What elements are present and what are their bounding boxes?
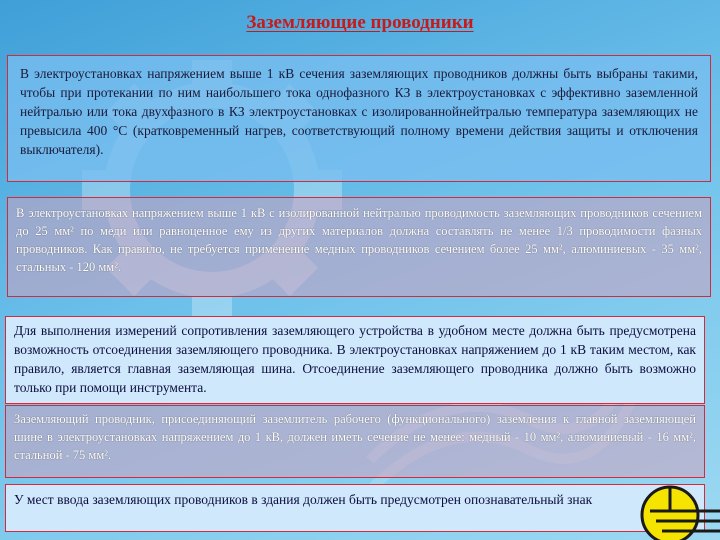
text-block-identification-sign: У мест ввода заземляющих проводников в здания должен быть предусмотрен опознавательный знак — [5, 484, 705, 532]
slide-title: Заземляющие проводники — [246, 12, 474, 33]
text-block-measurement: Для выполнения измерений сопротивления заземляющего устройства в удобном месте должна быть предусмотрена возможность отсоединения заземляющего проводника. В электроустановках напряжением до 1 кВ таким местом, как правило, является главная заземляющая шина. Отсоединение заземляющего проводника должно быть возможно только при помощи инструмента. — [5, 316, 705, 404]
text-block-high-voltage: В электроустановках напряжением выше 1 кВ сечения заземляющих проводников должны быть выбраны такими, чтобы при протекании по ним наибольшего тока однофазного КЗ в электроустановках с эффективно заземленной нейтралью или тока двухфазного в КЗ электроустановках с изолированнойнейтралью температура заземляющих не превысила 400 °С (кратковременный нагрев, соответствующий полному времени действия защиты и отключения выключателя). — [7, 55, 711, 182]
text-block-functional-earthing: Заземляющий проводник, присоединяющий заземлитель рабочего (функционального) заземления к главной заземляющей шине в электроустановках напряжением до 1 кВ, должен иметь сечение не менее: медный - 10 мм², алюминиевый - 16 мм², стальной - 75 мм². — [5, 405, 705, 478]
text-block-isolated-neutral: В электроустановках напряжением выше 1 кВ с изолированной нейтралью проводимость заземляющих проводников сечением до 25 мм² по меди или равноценное ему из других материалов должна составлять не менее 1/3 проводимости фазных проводников. Как правило, не требуется применение медных проводников сечением более 25 мм², алюминиевых - 35 мм², стальных - 120 мм². — [7, 197, 711, 297]
ground-sign-icon — [636, 481, 720, 540]
